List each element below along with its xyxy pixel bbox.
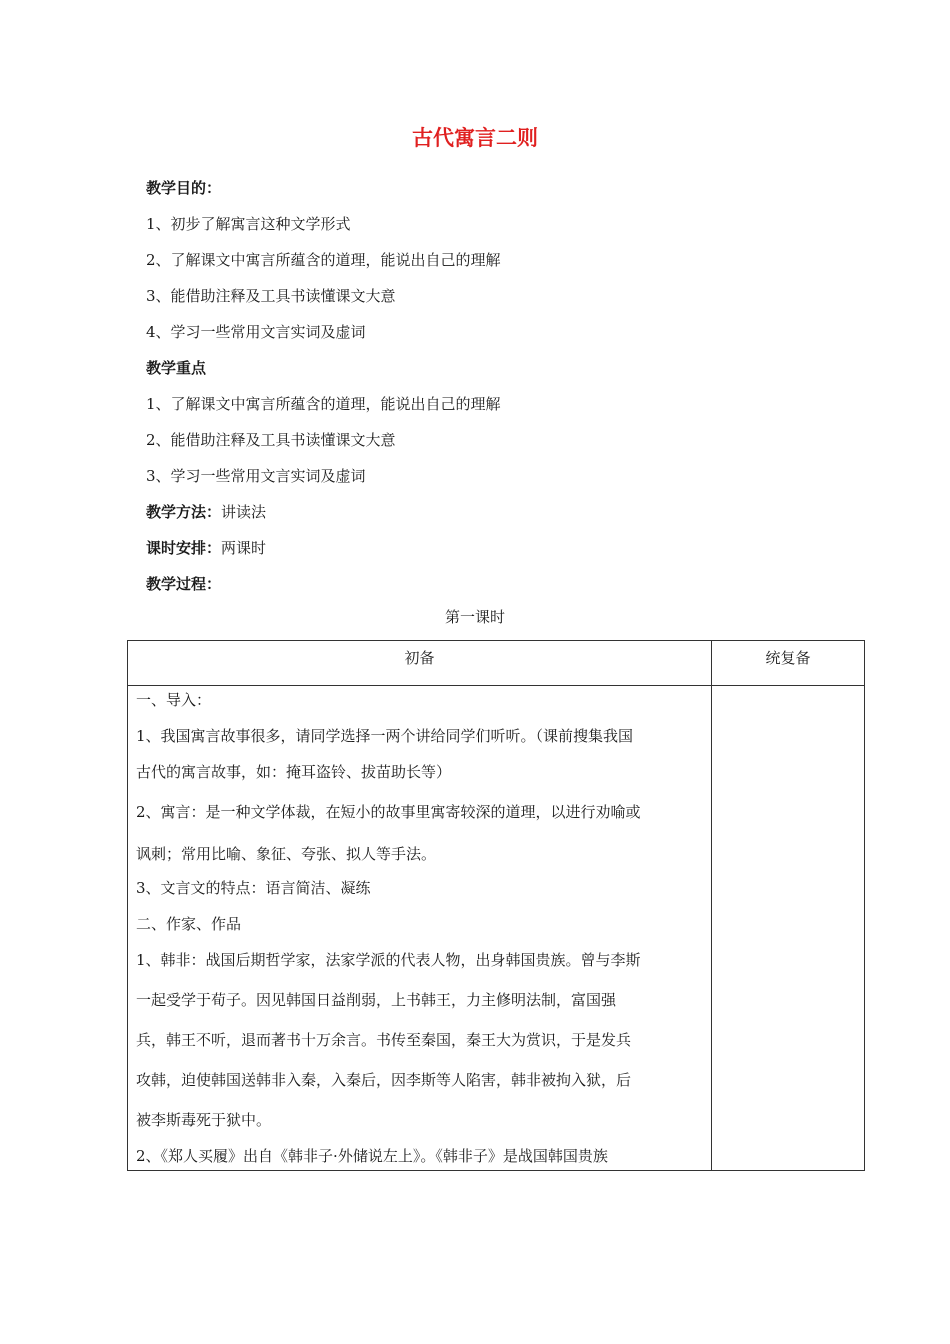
objective-item-2: 2、了解课文中寓言所蕴含的道理，能说出自己的理解 — [146, 251, 501, 269]
table-line-9: 一起受学于荀子。因见韩国日益削弱，上书韩王，力主修明法制，富国强 — [136, 991, 617, 1009]
table-line-12: 被李斯毒死于狱中。 — [136, 1111, 272, 1129]
objectives-heading: 教学目的： — [146, 179, 222, 197]
table-line-13: 2、《郑人买履》出自《韩非子·外储说左上》。《韩非子》是战国韩国贵族 — [136, 1147, 608, 1165]
table-line-8: 1、韩非：战国后期哲学家，法家学派的代表人物，出身韩国贵族。曾与李斯 — [136, 951, 641, 969]
table-body-row — [128, 686, 865, 1171]
key-point-item-2: 2、能借助注释及工具书读懂课文大意 — [146, 431, 396, 449]
table-line-2: 1、我国寓言故事很多，请同学选择一两个讲给同学们听听。（课前搜集我国 — [136, 727, 634, 745]
method-value: 讲读法 — [221, 503, 267, 521]
method-label: 教学方法： — [146, 503, 222, 521]
session-title: 第一课时 — [444, 608, 505, 626]
lesson-table — [127, 640, 862, 1167]
table-header-row — [128, 641, 865, 686]
process-heading: 教学过程： — [146, 575, 222, 593]
document-title: 古代寓言二则 — [412, 126, 538, 150]
lesson-table-grid — [127, 640, 865, 1171]
objective-item-3: 3、能借助注释及工具书读懂课文大意 — [146, 287, 396, 305]
table-line-11: 攻韩，迫使韩国送韩非入秦，入秦后，因李斯等人陷害，韩非被拘入狱，后 — [136, 1071, 632, 1089]
table-line-1: 一、导入： — [136, 691, 212, 709]
key-point-item-3: 3、学习一些常用文言实词及虚词 — [146, 467, 366, 485]
key-points-heading: 教学重点 — [146, 359, 207, 377]
schedule-label: 课时安排： — [146, 539, 222, 557]
table-line-10: 兵，韩王不听，退而著书十万余言。书传至秦国，秦王大为赏识，于是发兵 — [136, 1031, 632, 1049]
review-prep-cell — [712, 686, 865, 1171]
table-line-6: 3、文言文的特点：语言简洁、凝练 — [136, 879, 371, 897]
objective-item-1: 1、初步了解寓言这种文学形式 — [146, 215, 351, 233]
header-initial-prep: 初备 — [128, 641, 712, 686]
key-point-item-1: 1、了解课文中寓言所蕴含的道理，能说出自己的理解 — [146, 395, 501, 413]
table-line-7: 二、作家、作品 — [136, 915, 242, 933]
table-line-5: 讽刺；常用比喻、象征、夸张、拟人等手法。 — [136, 845, 437, 863]
schedule-row — [146, 538, 266, 558]
schedule-value: 两课时 — [221, 539, 267, 557]
objective-item-4: 4、学习一些常用文言实词及虚词 — [146, 323, 366, 341]
table-line-4: 2、寓言：是一种文学体裁，在短小的故事里寓寄较深的道理，以进行劝喻或 — [136, 803, 641, 821]
initial-prep-cell — [128, 686, 712, 1171]
header-review-prep: 统复备 — [712, 641, 865, 686]
table-line-3: 古代的寓言故事，如：掩耳盗铃、拔苗助长等） — [136, 763, 452, 781]
method-row — [146, 502, 266, 522]
